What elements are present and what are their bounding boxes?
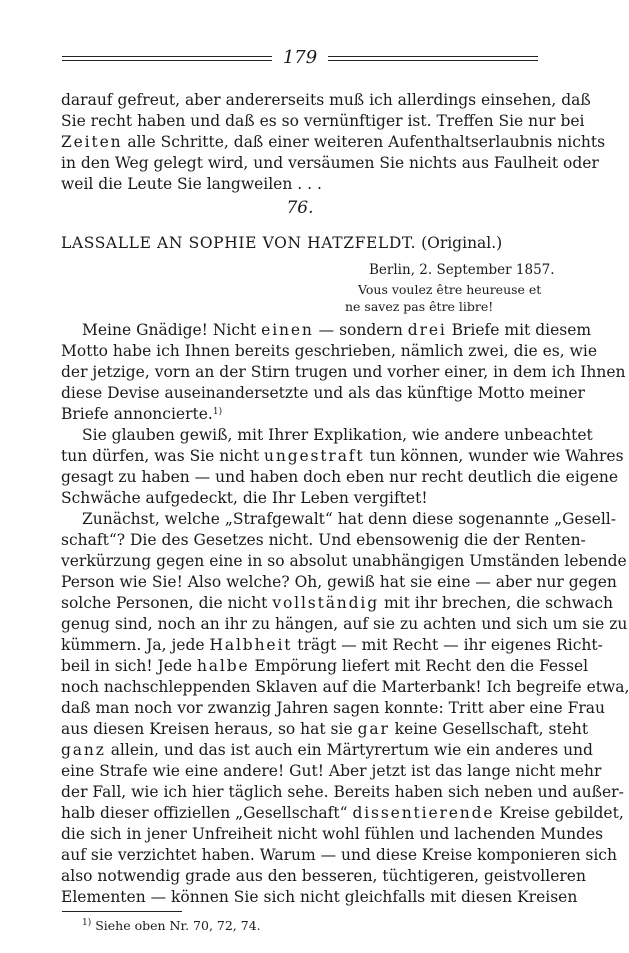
text-line	[61, 740, 593, 761]
text-line: in den Weg gelegt wird, und versäumen Sie nichts aus Faulheit oder	[61, 154, 599, 172]
text-span: tun können, wunder wie Wahres	[364, 447, 624, 465]
text-span: Briefe mit diesem	[446, 321, 592, 339]
spaced-emphasis: drei	[407, 321, 447, 339]
text-span: mit ihr brechen, die schwach	[379, 594, 613, 612]
motto-line: Vous voulez être heureuse et	[358, 282, 542, 297]
spaced-emphasis: ganz	[61, 741, 106, 759]
motto-line: ne savez pas être libre!	[345, 299, 494, 314]
spaced-emphasis: gar	[357, 720, 390, 738]
spaced-emphasis: Zeiten	[61, 133, 123, 151]
text-span: beil in sich! Jede	[61, 657, 197, 675]
page-header	[62, 46, 538, 70]
letter-title: LASSALLE AN SOPHIE VON HATZFELDT.	[61, 234, 417, 252]
text-line: eine Strafe wie eine andere! Gut! Aber jetzt ist das lange nicht mehr	[61, 762, 602, 780]
text-span: Meine Gnädige! Nicht	[82, 321, 262, 339]
spaced-emphasis: halbe	[196, 657, 250, 675]
text-line: Schwäche aufgedeckt, die Ihr Leben vergiftet!	[61, 489, 428, 507]
text-span: halb dieser offiziellen „Gesellschaft“	[61, 804, 353, 822]
text-span: solche Personen, die nicht	[61, 594, 273, 612]
text-line: der Fall, wie ich hier täglich sehe. Bereits haben sich neben und außer-	[61, 783, 624, 801]
text-line	[61, 635, 603, 656]
text-line: Sie glauben gewiß, mit Ihrer Explikation, wie andere unbeachtet	[82, 426, 593, 444]
text-line	[82, 320, 591, 341]
text-span: kümmern. Ja, jede	[61, 636, 210, 654]
text-line: Elementen — können Sie sich nicht gleichfalls mit diesen Kreisen	[61, 888, 578, 906]
footnote-marker: 1)	[82, 918, 92, 928]
text-line: daß man noch vor zwanzig Jahren sagen konnte: Tritt aber eine Frau	[61, 699, 605, 717]
text-line: auf sie verzichtet haben. Warum — und diese Kreise komponieren sich	[61, 846, 617, 864]
text-span: allein, und das ist auch ein Märtyrertum wie ein anderes und	[105, 741, 593, 759]
spaced-emphasis: ungestraft	[264, 447, 365, 465]
text-span: — sondern	[313, 321, 408, 339]
text-line: weil die Leute Sie langweilen . . .	[61, 175, 322, 193]
text-line: der jetzige, vorn an der Stirn trugen und vorher einer, in dem ich Ihnen	[61, 363, 626, 381]
text-line: Zunächst, welche „Strafgewalt“ hat denn diese sogenannte „Gesell-	[82, 510, 616, 528]
spaced-emphasis: dissentierende	[352, 804, 495, 822]
header-rule-right	[328, 56, 538, 61]
text-span: Kreise gebildet,	[494, 804, 624, 822]
footnote-marker: 1)	[212, 407, 223, 417]
text-line: Sie recht haben und daß es so vernünftiger ist. Treffen Sie nur bei	[61, 112, 585, 130]
text-line: verkürzung gegen eine in so absolut unabhängigen Umständen lebende	[61, 552, 627, 570]
text-line: gesagt zu haben — und haben doch eben nur recht deutlich die eigene	[61, 468, 619, 486]
text-line: Motto habe ich Ihnen bereits geschrieben, nämlich zwei, die es, wie	[61, 342, 598, 360]
source-note: (Original.)	[421, 234, 503, 252]
header-rule-left	[62, 56, 272, 61]
text-line	[61, 719, 588, 740]
text-line: schaft“? Die des Gesetzes nicht. Und ebensowenig die der Renten-	[61, 531, 586, 549]
footnote-text: Siehe oben Nr. 70, 72, 74.	[91, 918, 261, 933]
footnote	[82, 917, 261, 934]
text-line	[61, 404, 222, 425]
text-span: Briefe annoncierte.	[61, 405, 213, 423]
text-line	[61, 656, 588, 677]
footnote-divider	[62, 911, 182, 912]
spaced-emphasis: vollständig	[272, 594, 380, 612]
letter-number: 76.	[286, 198, 314, 218]
spaced-emphasis: Halbheit	[209, 636, 293, 654]
text-line	[61, 446, 624, 467]
text-span: trägt — mit Recht — ihr eigenes Richt-	[292, 636, 603, 654]
text-line: darauf gefreut, aber andererseits muß ich allerdings einsehen, daß	[61, 91, 591, 109]
text-line: genug sind, noch an ihr zu hängen, auf sie zu achten und sich um sie zu	[61, 615, 628, 633]
text-line: diese Devise auseinandersetzte und als das künftige Motto meiner	[61, 384, 585, 402]
page-number: 179	[282, 47, 318, 68]
text-line: Person wie Sie! Also welche? Oh, gewiß hat sie eine — aber nur gegen	[61, 573, 617, 591]
text-span: alle Schritte, daß einer weiteren Aufenthaltserlaubnis nichts	[122, 133, 606, 151]
text-line	[61, 132, 605, 153]
text-span: aus diesen Kreisen heraus, so hat sie	[61, 720, 358, 738]
text-span: Empörung liefert mit Recht den die Fessel	[249, 657, 589, 675]
text-line: die sich in jener Unfreiheit nicht wohl fühlen und lachenden Mundes	[61, 825, 604, 843]
text-line	[61, 803, 624, 824]
text-line: noch nachschleppenden Sklaven auf die Marterbank! Ich begreife etwa,	[61, 678, 629, 696]
letter-heading	[61, 232, 502, 254]
spaced-emphasis: einen	[261, 321, 314, 339]
text-line	[61, 593, 613, 614]
text-span: tun dürfen, was Sie nicht	[61, 447, 265, 465]
text-span: keine Gesellschaft, steht	[389, 720, 589, 738]
dateline: Berlin, 2. September 1857.	[369, 262, 555, 278]
text-line: also notwendig grade aus den besseren, tüchtigeren, geistvolleren	[61, 867, 586, 885]
